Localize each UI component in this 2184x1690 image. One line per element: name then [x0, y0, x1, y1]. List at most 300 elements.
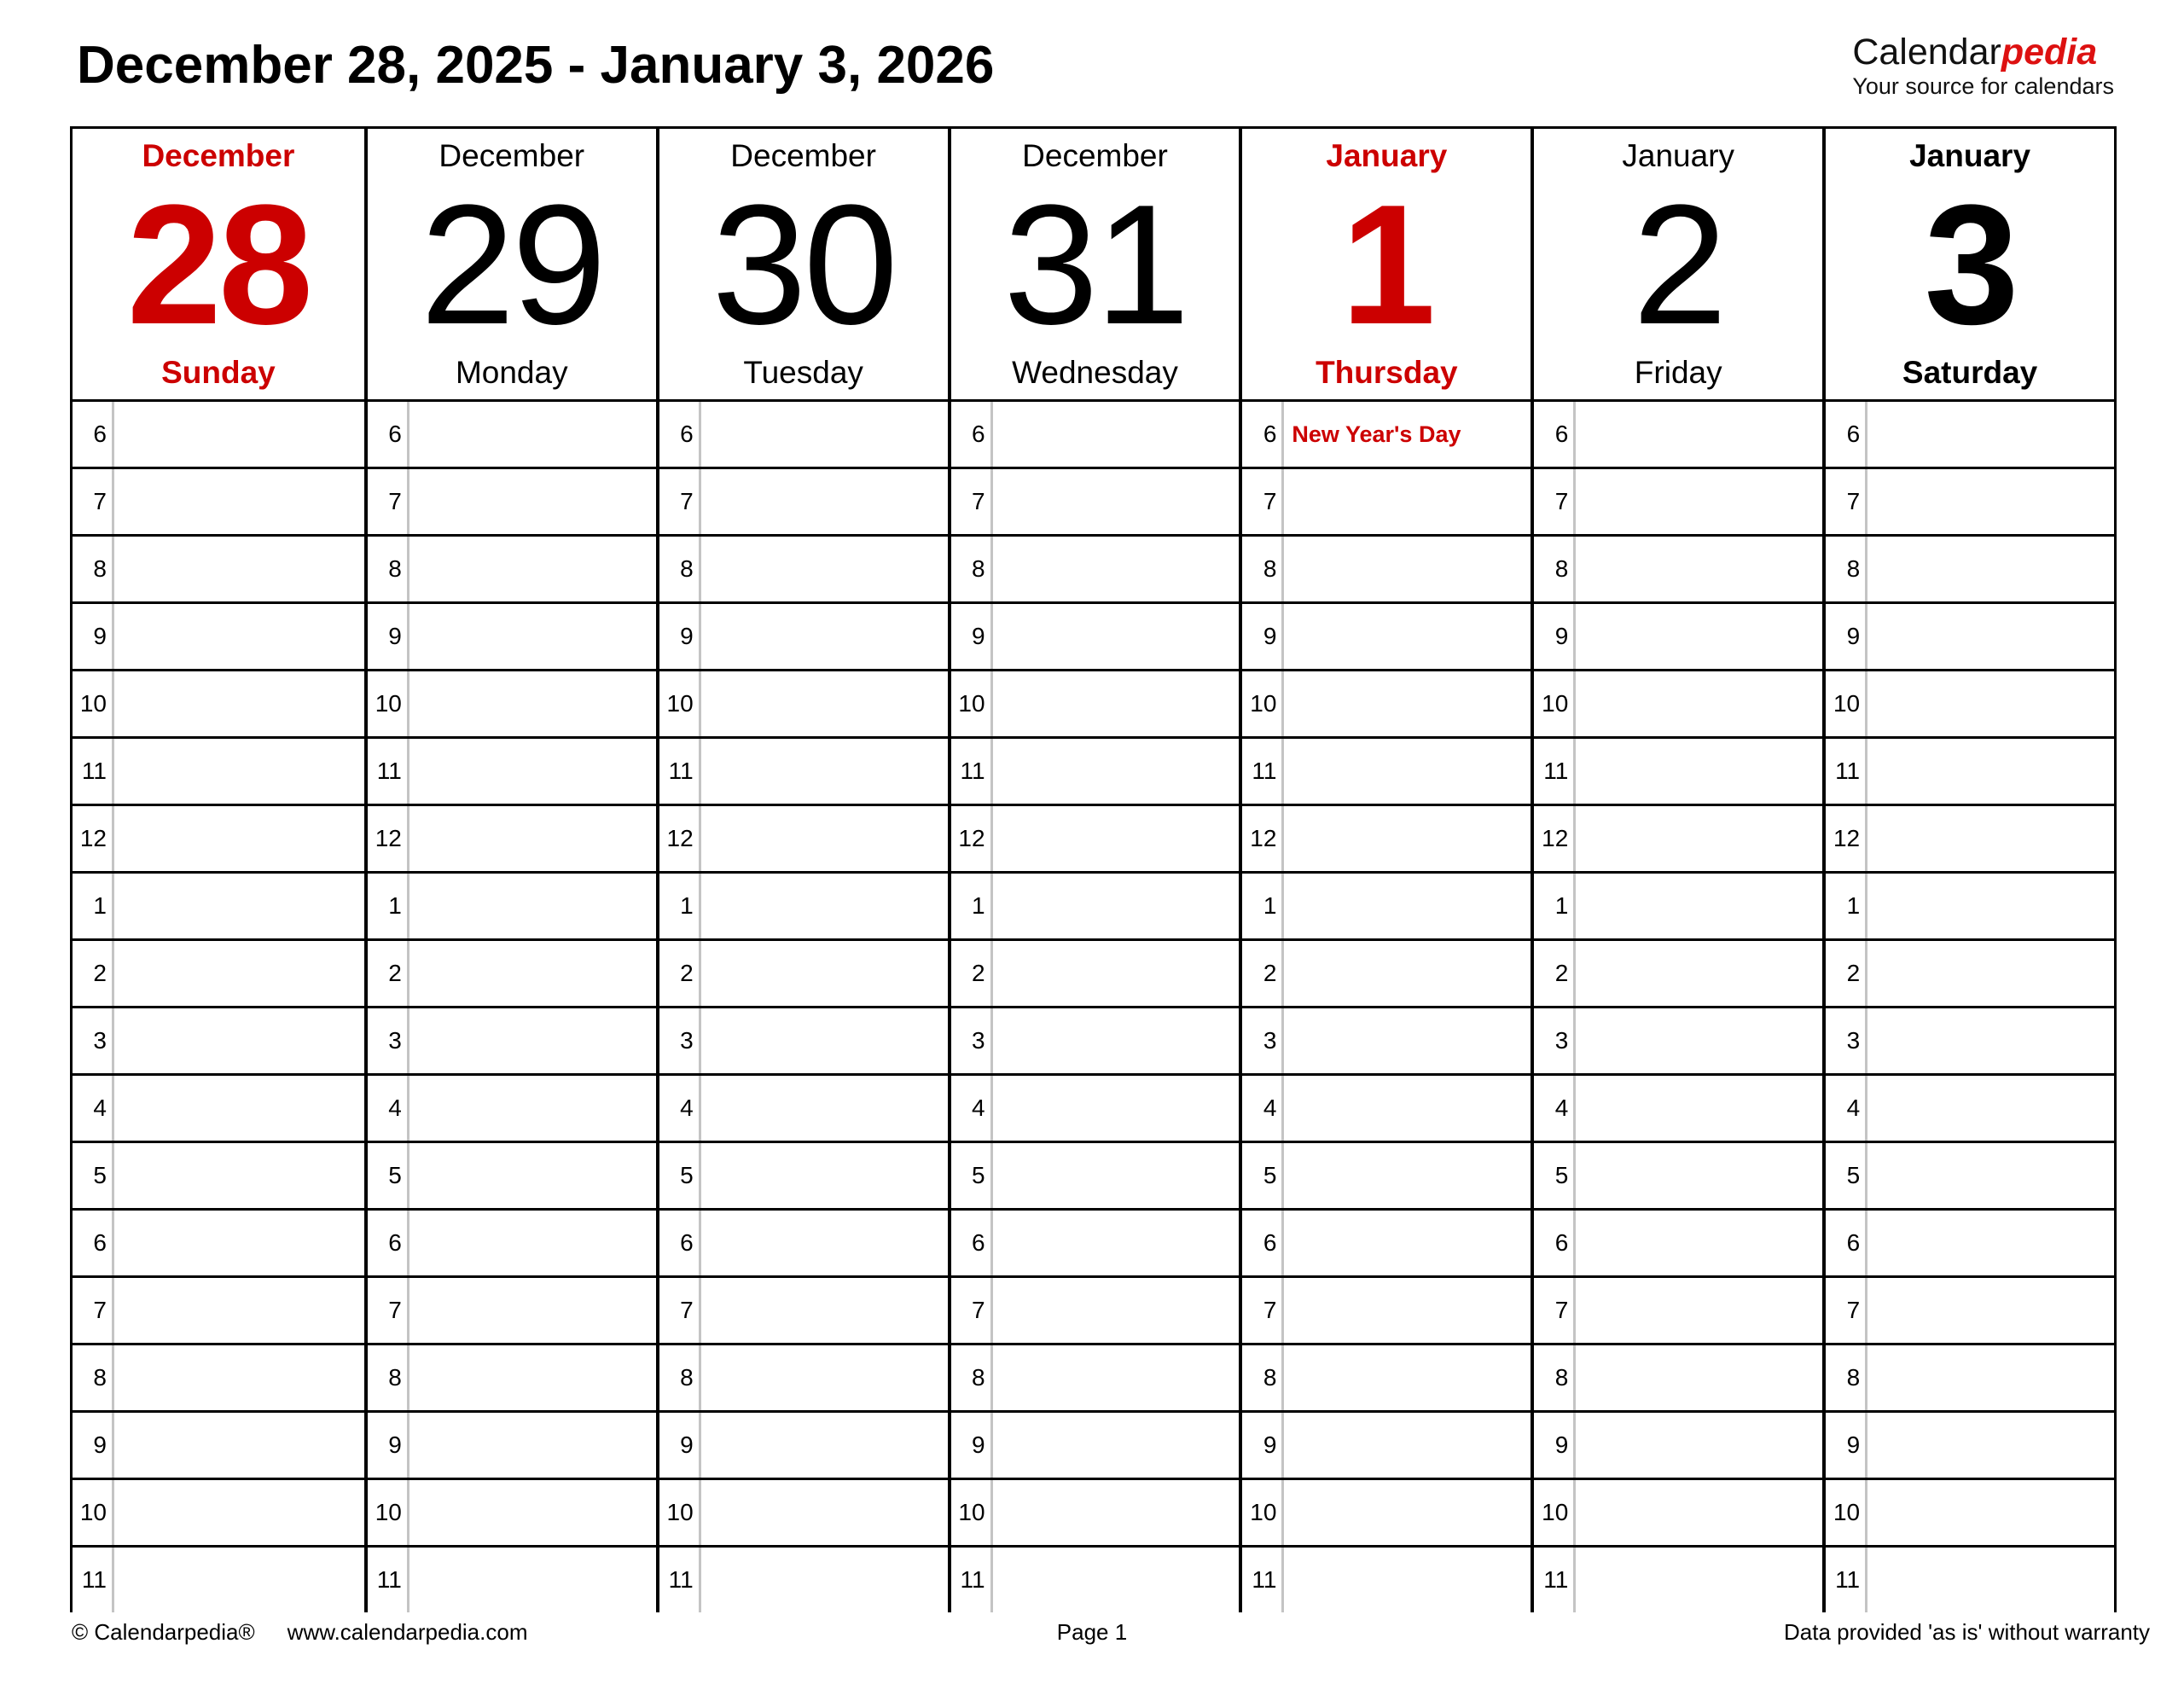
time-cell-friday-row13: [1531, 1275, 1822, 1343]
hour-label: 12: [79, 825, 107, 851]
hour-divider-line: [990, 1278, 993, 1343]
time-cell-wednesday-row7: [948, 871, 1240, 938]
time-cell-wednesday-row15: [948, 1410, 1240, 1478]
hour-divider-line: [990, 537, 993, 601]
time-cell-thursday-row11: [1239, 1141, 1531, 1208]
hour-divider-line: [1865, 874, 1867, 938]
hour-label: 7: [388, 488, 402, 514]
time-cell-tuesday-row7: [656, 871, 948, 938]
hour-label: 10: [1250, 1499, 1277, 1525]
hour-divider-line: [990, 1211, 993, 1275]
time-cell-thursday-row10: [1239, 1073, 1531, 1141]
day-number: 2: [1632, 169, 1724, 360]
hour-divider-line: [407, 1143, 410, 1208]
hour-divider-line: [699, 604, 701, 669]
hour-label: 2: [93, 960, 107, 986]
time-cell-thursday-row4: [1239, 669, 1531, 736]
time-cell-wednesday-row16: [948, 1478, 1240, 1545]
hour-label: 10: [1833, 1499, 1861, 1525]
hour-label: 3: [388, 1027, 402, 1054]
hour-divider-line: [990, 806, 993, 871]
day-header-saturday: [1822, 129, 2114, 399]
logo-tagline: Your source for calendars: [1852, 73, 2114, 99]
hour-label: 12: [375, 825, 402, 851]
weekday-label: Monday: [455, 355, 568, 391]
weekly-calendar-grid: [70, 126, 2117, 1612]
hour-label: 7: [1554, 1297, 1569, 1323]
hour-label: 1: [1263, 892, 1277, 919]
hour-divider-line: [1865, 671, 1867, 736]
time-cell-tuesday-row3: [656, 601, 948, 669]
hour-divider-line: [112, 1345, 114, 1410]
hour-label: 6: [971, 1229, 985, 1256]
time-cell-saturday-row10: [1822, 1073, 2114, 1141]
time-cell-sunday-row2: [73, 534, 364, 601]
time-cell-wednesday-row2: [948, 534, 1240, 601]
month-label: December: [142, 138, 295, 173]
hour-divider-line: [1281, 941, 1284, 1006]
time-cell-friday-row2: [1531, 534, 1822, 601]
time-cell-sunday-row8: [73, 938, 364, 1006]
time-cell-monday-row9: [364, 1006, 656, 1073]
hour-label: 11: [1543, 758, 1569, 784]
hour-label: 11: [1835, 758, 1861, 784]
hour-divider-line: [1865, 1143, 1867, 1208]
hour-label: 7: [971, 488, 985, 514]
time-cell-thursday-row12: [1239, 1208, 1531, 1275]
hour-label: 6: [93, 1229, 107, 1256]
hour-divider-line: [1865, 537, 1867, 601]
hour-label: 9: [1846, 623, 1861, 649]
time-cell-wednesday-row4: [948, 669, 1240, 736]
hour-label: 9: [1263, 1432, 1277, 1458]
hour-divider-line: [1573, 671, 1576, 736]
time-cell-wednesday-row10: [948, 1073, 1240, 1141]
hour-label: 9: [1263, 623, 1277, 649]
hour-label: 9: [971, 623, 985, 649]
hour-label: 9: [93, 623, 107, 649]
time-cell-monday-row10: [364, 1073, 656, 1141]
hour-divider-line: [1281, 469, 1284, 534]
hour-divider-line: [112, 1480, 114, 1545]
hour-label: 11: [376, 758, 402, 784]
hour-divider-line: [1281, 1211, 1284, 1275]
hour-divider-line: [1573, 1008, 1576, 1073]
hour-label: 1: [971, 892, 985, 919]
time-cell-tuesday-row11: [656, 1141, 948, 1208]
time-cell-friday-row16: [1531, 1478, 1822, 1545]
hour-label: 9: [388, 623, 402, 649]
day-header-friday: [1531, 129, 1822, 399]
hour-label: 3: [93, 1027, 107, 1054]
time-cell-saturday-row3: [1822, 601, 2114, 669]
hour-divider-line: [990, 1548, 993, 1612]
hour-divider-line: [1573, 1345, 1576, 1410]
hour-divider-line: [112, 941, 114, 1006]
time-cell-friday-row14: [1531, 1343, 1822, 1410]
calendarpedia-logo: [1852, 34, 2114, 100]
day-header-wednesday: [948, 129, 1240, 399]
hour-divider-line: [699, 1480, 701, 1545]
hour-divider-line: [112, 1076, 114, 1141]
time-cell-wednesday-row17: [948, 1545, 1240, 1612]
hour-divider-line: [407, 941, 410, 1006]
hour-divider-line: [112, 402, 114, 467]
hour-label: 8: [971, 555, 985, 582]
page-title: December 28, 2025 - January 3, 2026: [77, 36, 995, 95]
hour-label: 6: [93, 421, 107, 447]
hour-divider-line: [407, 1413, 410, 1478]
time-cell-friday-row7: [1531, 871, 1822, 938]
hour-divider-line: [699, 1211, 701, 1275]
hour-label: 7: [1846, 1297, 1861, 1323]
time-cell-thursday-row14: [1239, 1343, 1531, 1410]
hour-divider-line: [1865, 1413, 1867, 1478]
hour-label: 11: [81, 1566, 107, 1593]
hour-label: 4: [1263, 1095, 1277, 1121]
time-cell-monday-row0: [364, 399, 656, 467]
hour-divider-line: [990, 1143, 993, 1208]
month-label: January: [1622, 138, 1735, 173]
hour-divider-line: [407, 874, 410, 938]
time-cell-monday-row11: [364, 1141, 656, 1208]
time-cell-friday-row15: [1531, 1410, 1822, 1478]
hour-divider-line: [407, 806, 410, 871]
hour-divider-line: [112, 469, 114, 534]
hour-label: 10: [958, 690, 985, 717]
time-cell-tuesday-row14: [656, 1343, 948, 1410]
day-number: 3: [1924, 169, 2016, 360]
time-cell-monday-row5: [364, 736, 656, 804]
time-cell-friday-row6: [1531, 804, 1822, 871]
hour-label: 2: [1554, 960, 1569, 986]
day-header-sunday: [73, 129, 364, 399]
time-cell-thursday-row0: [1239, 399, 1531, 467]
time-cell-monday-row1: [364, 467, 656, 534]
hour-label: 11: [960, 1566, 985, 1593]
hour-divider-line: [407, 1076, 410, 1141]
hour-label: 6: [1263, 421, 1277, 447]
hour-divider-line: [112, 1143, 114, 1208]
hour-divider-line: [1865, 1480, 1867, 1545]
time-cell-monday-row8: [364, 938, 656, 1006]
hour-label: 8: [1846, 1364, 1861, 1391]
time-cell-saturday-row6: [1822, 804, 2114, 871]
hour-divider-line: [1281, 671, 1284, 736]
hour-divider-line: [990, 1345, 993, 1410]
footer-url[interactable]: www.calendarpedia.com: [287, 1619, 528, 1645]
time-cell-friday-row5: [1531, 736, 1822, 804]
hour-label: 11: [668, 758, 694, 784]
hour-label: 7: [971, 1297, 985, 1323]
time-cell-wednesday-row14: [948, 1343, 1240, 1410]
hour-divider-line: [699, 739, 701, 804]
hour-label: 2: [971, 960, 985, 986]
hour-label: 8: [93, 555, 107, 582]
hour-label: 12: [1833, 825, 1861, 851]
hour-label: 10: [666, 690, 694, 717]
hour-divider-line: [1281, 1480, 1284, 1545]
hour-divider-line: [1573, 1076, 1576, 1141]
hour-divider-line: [112, 1413, 114, 1478]
hour-label: 7: [93, 1297, 107, 1323]
hour-label: 1: [1554, 892, 1569, 919]
time-cell-friday-row9: [1531, 1006, 1822, 1073]
hour-label: 7: [93, 488, 107, 514]
hour-label: 9: [1554, 623, 1569, 649]
hour-divider-line: [112, 806, 114, 871]
time-cell-thursday-row9: [1239, 1006, 1531, 1073]
hour-label: 6: [388, 1229, 402, 1256]
holiday-label: New Year's Day: [1292, 421, 1461, 447]
hour-divider-line: [1865, 739, 1867, 804]
hour-label: 11: [81, 758, 107, 784]
hour-label: 3: [1846, 1027, 1861, 1054]
hour-label: 2: [388, 960, 402, 986]
time-cell-thursday-row1: [1239, 467, 1531, 534]
hour-label: 7: [1554, 488, 1569, 514]
hour-label: 5: [1554, 1162, 1569, 1188]
hour-label: 12: [666, 825, 694, 851]
hour-divider-line: [699, 469, 701, 534]
hour-label: 8: [1554, 1364, 1569, 1391]
hour-label: 9: [93, 1432, 107, 1458]
hour-divider-line: [1573, 806, 1576, 871]
hour-divider-line: [699, 1076, 701, 1141]
hour-divider-line: [1865, 941, 1867, 1006]
footer-page-number: Page 1: [1056, 1619, 1128, 1645]
time-cell-monday-row3: [364, 601, 656, 669]
hour-label: 4: [93, 1095, 107, 1121]
time-cell-thursday-row6: [1239, 804, 1531, 871]
hour-divider-line: [990, 671, 993, 736]
hour-label: 11: [668, 1566, 694, 1593]
weekday-label: Wednesday: [1012, 355, 1178, 391]
hour-divider-line: [699, 1413, 701, 1478]
hour-label: 4: [388, 1095, 402, 1121]
hour-divider-line: [1865, 1076, 1867, 1141]
logo-wordmark: [1852, 34, 2114, 71]
time-cell-saturday-row14: [1822, 1343, 2114, 1410]
hour-label: 7: [1846, 488, 1861, 514]
hour-divider-line: [1573, 537, 1576, 601]
hour-label: 9: [1554, 1432, 1569, 1458]
hour-label: 1: [93, 892, 107, 919]
hour-label: 11: [1835, 1566, 1861, 1593]
time-cell-monday-row2: [364, 534, 656, 601]
time-cell-sunday-row13: [73, 1275, 364, 1343]
hour-label: 8: [680, 555, 694, 582]
month-label: January: [1909, 138, 2031, 173]
hour-divider-line: [990, 941, 993, 1006]
hour-label: 11: [1252, 758, 1277, 784]
time-cell-tuesday-row15: [656, 1410, 948, 1478]
time-cell-thursday-row3: [1239, 601, 1531, 669]
day-header-thursday: [1239, 129, 1531, 399]
time-cell-sunday-row7: [73, 871, 364, 938]
time-cell-tuesday-row5: [656, 736, 948, 804]
day-header-tuesday: [656, 129, 948, 399]
hour-label: 10: [79, 1499, 107, 1525]
weekday-label: Saturday: [1902, 355, 2038, 391]
hour-label: 9: [971, 1432, 985, 1458]
hour-label: 8: [388, 555, 402, 582]
time-cell-wednesday-row11: [948, 1141, 1240, 1208]
hour-label: 8: [1263, 555, 1277, 582]
hour-divider-line: [1573, 1278, 1576, 1343]
footer-disclaimer: Data provided 'as is' without warranty: [1783, 1619, 2150, 1645]
hour-label: 8: [971, 1364, 985, 1391]
time-cell-tuesday-row8: [656, 938, 948, 1006]
hour-divider-line: [1865, 1278, 1867, 1343]
time-cell-friday-row1: [1531, 467, 1822, 534]
hour-divider-line: [407, 537, 410, 601]
hour-divider-line: [699, 1345, 701, 1410]
hour-label: 9: [388, 1432, 402, 1458]
hour-divider-line: [699, 806, 701, 871]
hour-divider-line: [112, 1548, 114, 1612]
hour-divider-line: [407, 1480, 410, 1545]
hour-divider-line: [699, 1548, 701, 1612]
hour-divider-line: [990, 469, 993, 534]
hour-label: 3: [1263, 1027, 1277, 1054]
hour-divider-line: [407, 739, 410, 804]
time-cell-tuesday-row2: [656, 534, 948, 601]
time-cell-friday-row11: [1531, 1141, 1822, 1208]
hour-divider-line: [1573, 1143, 1576, 1208]
time-cell-saturday-row9: [1822, 1006, 2114, 1073]
time-cell-friday-row4: [1531, 669, 1822, 736]
hour-divider-line: [112, 874, 114, 938]
time-cell-monday-row4: [364, 669, 656, 736]
hour-divider-line: [990, 874, 993, 938]
page-footer: [0, 1619, 2184, 1653]
hour-label: 11: [376, 1566, 402, 1593]
day-number: 1: [1340, 169, 1432, 360]
hour-divider-line: [990, 1076, 993, 1141]
weekday-label: Thursday: [1316, 355, 1458, 391]
hour-label: 7: [388, 1297, 402, 1323]
hour-divider-line: [699, 1008, 701, 1073]
time-cell-thursday-row13: [1239, 1275, 1531, 1343]
hour-divider-line: [699, 874, 701, 938]
hour-divider-line: [407, 671, 410, 736]
hour-divider-line: [112, 1008, 114, 1073]
hour-label: 8: [388, 1364, 402, 1391]
time-cell-saturday-row11: [1822, 1141, 2114, 1208]
copyright-text: © Calendarpedia®: [72, 1619, 255, 1645]
time-cell-tuesday-row9: [656, 1006, 948, 1073]
time-cell-sunday-row6: [73, 804, 364, 871]
hour-label: 4: [680, 1095, 694, 1121]
hour-label: 8: [1554, 555, 1569, 582]
hour-label: 8: [1263, 1364, 1277, 1391]
hour-divider-line: [699, 402, 701, 467]
hour-divider-line: [1573, 1211, 1576, 1275]
hour-divider-line: [1573, 941, 1576, 1006]
hour-label: 7: [680, 488, 694, 514]
hour-divider-line: [407, 1345, 410, 1410]
time-cell-sunday-row1: [73, 467, 364, 534]
time-cell-sunday-row14: [73, 1343, 364, 1410]
time-cell-wednesday-row12: [948, 1208, 1240, 1275]
time-cell-saturday-row17: [1822, 1545, 2114, 1612]
time-cell-sunday-row10: [73, 1073, 364, 1141]
time-cell-tuesday-row0: [656, 399, 948, 467]
time-cell-monday-row7: [364, 871, 656, 938]
hour-divider-line: [1281, 604, 1284, 669]
month-label: December: [439, 138, 585, 173]
hour-divider-line: [1281, 806, 1284, 871]
time-cell-sunday-row0: [73, 399, 364, 467]
hour-divider-line: [1573, 739, 1576, 804]
time-cell-tuesday-row6: [656, 804, 948, 871]
hour-divider-line: [112, 1211, 114, 1275]
hour-label: 10: [1250, 690, 1277, 717]
hour-label: 10: [1542, 690, 1569, 717]
time-cell-saturday-row5: [1822, 736, 2114, 804]
hour-divider-line: [1573, 469, 1576, 534]
time-cell-sunday-row3: [73, 601, 364, 669]
hour-label: 6: [1263, 1229, 1277, 1256]
hour-divider-line: [699, 941, 701, 1006]
hour-divider-line: [1865, 1345, 1867, 1410]
time-cell-monday-row16: [364, 1478, 656, 1545]
hour-label: 1: [388, 892, 402, 919]
time-cell-thursday-row17: [1239, 1545, 1531, 1612]
time-cell-monday-row13: [364, 1275, 656, 1343]
time-cell-wednesday-row5: [948, 736, 1240, 804]
hour-label: 7: [1263, 488, 1277, 514]
hour-label: 11: [960, 758, 985, 784]
time-cell-monday-row6: [364, 804, 656, 871]
hour-divider-line: [1573, 604, 1576, 669]
hour-label: 5: [1846, 1162, 1861, 1188]
time-cell-sunday-row5: [73, 736, 364, 804]
hour-divider-line: [1281, 402, 1284, 467]
hour-divider-line: [407, 1548, 410, 1612]
time-cell-saturday-row15: [1822, 1410, 2114, 1478]
hour-divider-line: [112, 1278, 114, 1343]
hour-divider-line: [1573, 1480, 1576, 1545]
day-header-monday: [364, 129, 656, 399]
hour-label: 10: [375, 1499, 402, 1525]
hour-divider-line: [990, 1413, 993, 1478]
hour-divider-line: [1865, 1548, 1867, 1612]
hour-divider-line: [1865, 1008, 1867, 1073]
hour-divider-line: [699, 671, 701, 736]
hour-divider-line: [990, 604, 993, 669]
hour-divider-line: [1281, 1008, 1284, 1073]
time-cell-saturday-row12: [1822, 1208, 2114, 1275]
hour-divider-line: [1281, 1413, 1284, 1478]
time-cell-wednesday-row8: [948, 938, 1240, 1006]
hour-divider-line: [407, 402, 410, 467]
month-label: December: [730, 138, 876, 173]
time-cell-sunday-row17: [73, 1545, 364, 1612]
day-number: 29: [420, 169, 603, 360]
hour-label: 2: [680, 960, 694, 986]
day-number: 31: [1003, 169, 1187, 360]
time-cell-friday-row12: [1531, 1208, 1822, 1275]
hour-divider-line: [1865, 604, 1867, 669]
hour-divider-line: [1865, 402, 1867, 467]
time-cell-sunday-row12: [73, 1208, 364, 1275]
hour-divider-line: [1865, 1211, 1867, 1275]
hour-label: 1: [680, 892, 694, 919]
hour-divider-line: [1281, 1278, 1284, 1343]
hour-label: 5: [388, 1162, 402, 1188]
